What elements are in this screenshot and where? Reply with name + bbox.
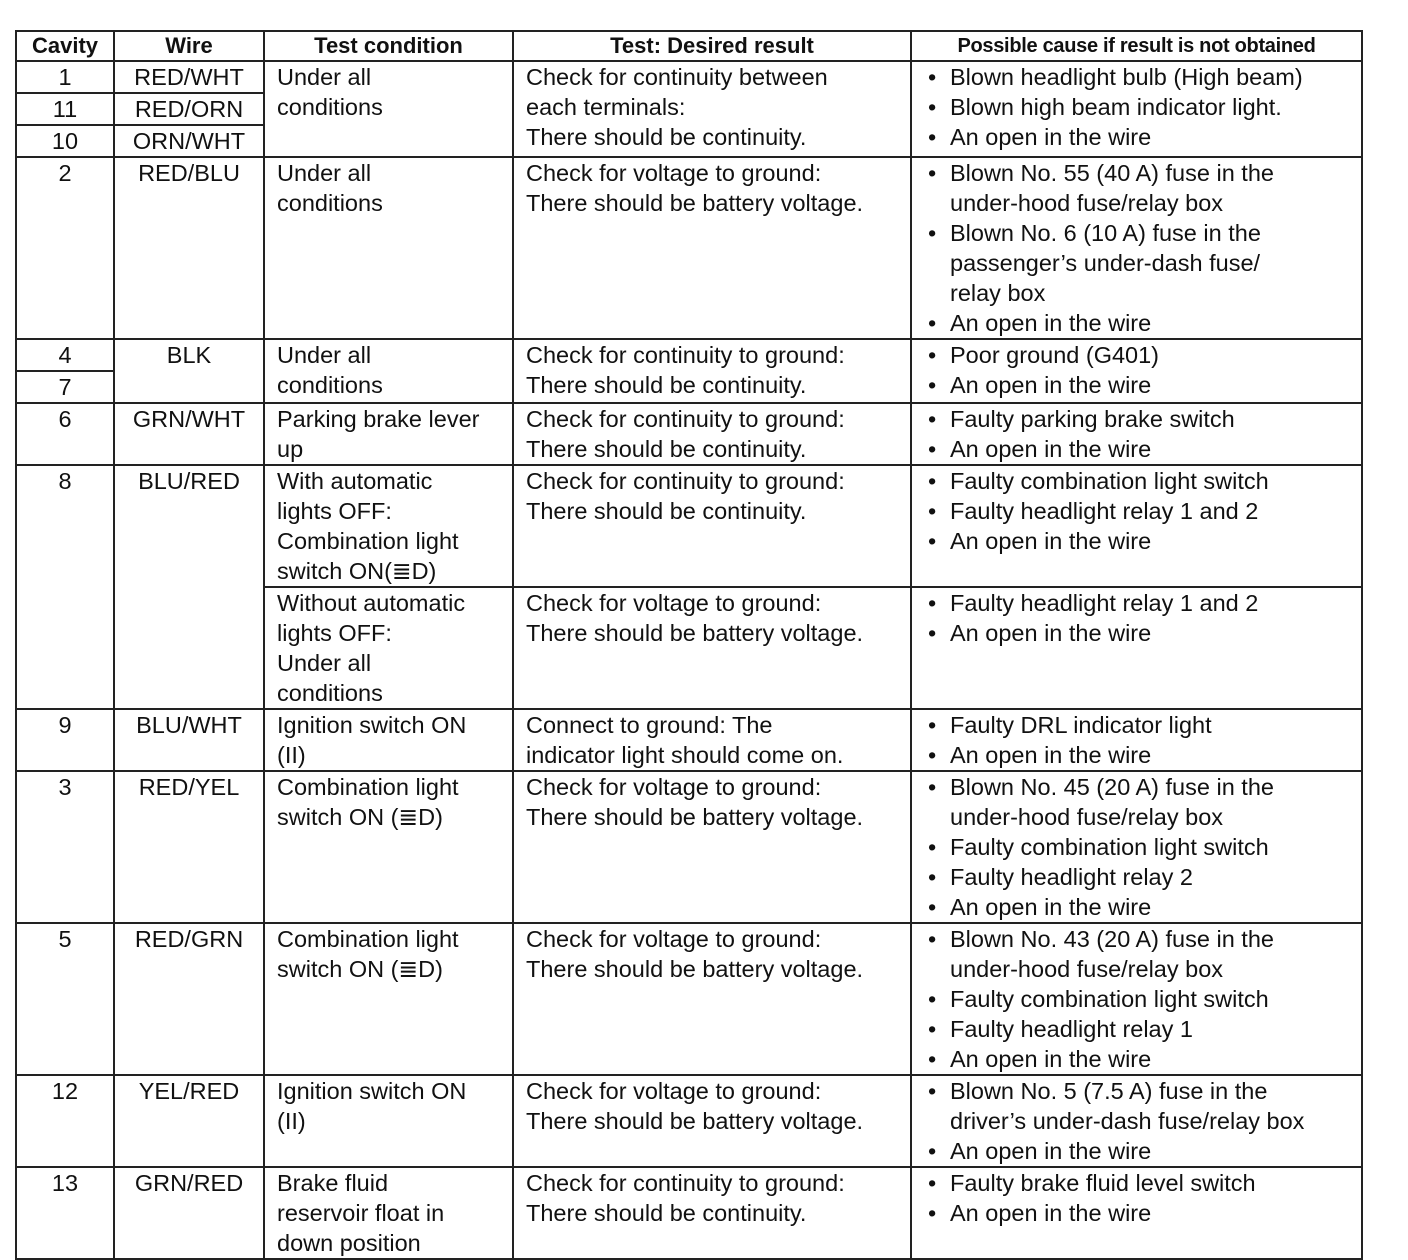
bullet-icon: •: [928, 220, 937, 246]
bullet-icon: •: [928, 94, 937, 120]
table-row: [16, 157, 1362, 339]
condition-line: lights OFF:: [277, 620, 392, 646]
header-wire: Wire: [114, 31, 264, 61]
table-row: [16, 339, 1362, 403]
condition-line: (II): [277, 742, 306, 768]
cause-item: [926, 158, 1359, 218]
bullet-icon: •: [928, 310, 937, 336]
result-line: Check for continuity to ground:: [526, 406, 845, 432]
bullet-icon: •: [928, 468, 937, 494]
condition-line: reservoir float in: [277, 1200, 445, 1226]
cavity-number: 11: [17, 94, 113, 126]
cause-item: [926, 862, 1359, 892]
cause-item: [926, 370, 1359, 400]
condition-line: Ignition switch ON: [277, 1078, 467, 1104]
condition-line: lights OFF:: [277, 498, 392, 524]
test-condition-cell: [264, 923, 513, 1075]
result-line: Check for voltage to ground:: [526, 590, 822, 616]
desired-result-cell: [513, 157, 911, 339]
cavity-cell: [16, 771, 114, 923]
cause-item: [926, 1014, 1359, 1044]
cause-item: [926, 924, 1359, 984]
cause-line: Faulty combination light switch: [950, 468, 1269, 494]
test-condition-cell: [264, 403, 513, 465]
condition-line: conditions: [277, 94, 383, 120]
condition-line: up: [277, 436, 304, 462]
wire-color: RED/ORN: [115, 94, 263, 126]
cause-item: [926, 588, 1359, 618]
test-condition-cell: [264, 157, 513, 339]
possible-cause-cell: [911, 339, 1362, 403]
cause-item: [926, 526, 1359, 556]
condition-line: switch ON (≣D): [277, 804, 443, 830]
cavity-number: 13: [51, 1170, 79, 1196]
possible-cause-cell: [911, 157, 1362, 339]
result-line: indicator light should come on.: [526, 742, 844, 768]
cavity-number: 3: [58, 774, 72, 800]
possible-cause-cell: [911, 465, 1362, 587]
possible-cause-cell: [911, 1167, 1362, 1259]
wire-cell: [114, 771, 264, 923]
test-condition-cell: [264, 339, 513, 403]
cause-line: An open in the wire: [950, 894, 1152, 920]
result-line: Check for continuity to ground:: [526, 468, 845, 494]
condition-line: Combination light: [277, 926, 459, 952]
result-line: Connect to ground: The: [526, 712, 773, 738]
cause-item: [926, 496, 1359, 526]
desired-result-cell: [513, 1075, 911, 1167]
test-condition-cell: [264, 1167, 513, 1259]
cause-line: passenger’s under-dash fuse/: [950, 250, 1261, 276]
result-line: Check for voltage to ground:: [526, 1078, 822, 1104]
connector-test-table: [15, 30, 1363, 1260]
cause-item: [926, 1076, 1359, 1136]
bullet-icon: •: [928, 124, 937, 150]
cavity-number: 6: [58, 406, 72, 432]
cause-item: [926, 892, 1359, 922]
wire-color: GRN/RED: [134, 1170, 244, 1196]
cavity-cell: [16, 157, 114, 339]
cavity-number: 10: [51, 128, 79, 154]
result-line: Check for continuity between: [526, 64, 828, 90]
cause-line: Faulty parking brake switch: [950, 406, 1235, 432]
desired-result-cell: [513, 339, 911, 403]
result-line: Check for continuity to ground:: [526, 1170, 845, 1196]
bullet-icon: •: [928, 498, 937, 524]
bullet-icon: •: [928, 986, 937, 1012]
cavity-number: 7: [58, 374, 72, 400]
cause-item: [926, 1044, 1359, 1074]
bullet-icon: •: [928, 1078, 937, 1104]
condition-line: Under all: [277, 342, 372, 368]
table-body: [16, 61, 1362, 1259]
table-row: [16, 1075, 1362, 1167]
test-condition-cell: [264, 1075, 513, 1167]
test-condition-cell: [264, 587, 513, 709]
condition-line: Ignition switch ON: [277, 712, 467, 738]
cause-item: [926, 1136, 1359, 1166]
cause-line: under-hood fuse/relay box: [950, 190, 1224, 216]
desired-result-cell: [513, 771, 911, 923]
cause-line: driver’s under-dash fuse/relay box: [950, 1108, 1305, 1134]
cause-item: [926, 62, 1359, 92]
condition-line: switch ON(≣D): [277, 558, 437, 584]
cause-line: Faulty headlight relay 1: [950, 1016, 1193, 1042]
bullet-icon: •: [928, 894, 937, 920]
cause-line: An open in the wire: [950, 310, 1152, 336]
cause-item: [926, 404, 1359, 434]
cause-line: Poor ground (G401): [950, 342, 1160, 368]
wire-cell: [114, 1167, 264, 1259]
bullet-icon: •: [928, 926, 937, 952]
result-line: There should be continuity.: [526, 498, 807, 524]
cavity-cell: [16, 923, 114, 1075]
cause-line: Faulty DRL indicator light: [950, 712, 1212, 738]
wire-color: BLU/RED: [138, 468, 240, 494]
cause-line: Faulty headlight relay 2: [950, 864, 1193, 890]
wire-cell: [114, 1075, 264, 1167]
cavity-cell: [16, 1167, 114, 1259]
cause-line: Faulty combination light switch: [950, 834, 1269, 860]
possible-cause-cell: [911, 709, 1362, 771]
condition-line: conditions: [277, 680, 383, 706]
bullet-icon: •: [928, 834, 937, 860]
cause-item: [926, 340, 1359, 370]
test-condition-cell: [264, 61, 513, 157]
bullet-icon: •: [928, 1170, 937, 1196]
result-line: each terminals:: [526, 94, 686, 120]
result-line: There should be battery voltage.: [526, 956, 864, 982]
cause-item: [926, 1168, 1359, 1198]
wire-cell: [114, 709, 264, 771]
cavity-cell: [16, 709, 114, 771]
cause-item: [926, 466, 1359, 496]
cause-item: [926, 832, 1359, 862]
bullet-icon: •: [928, 774, 937, 800]
condition-line: With automatic: [277, 468, 433, 494]
possible-cause-cell: [911, 61, 1362, 157]
result-line: Check for continuity to ground:: [526, 342, 845, 368]
condition-line: Without automatic: [277, 590, 466, 616]
condition-line: Under all: [277, 160, 372, 186]
bullet-icon: •: [928, 1138, 937, 1164]
possible-cause-cell: [911, 923, 1362, 1075]
cause-line: Blown high beam indicator light.: [950, 94, 1282, 120]
test-condition-cell: [264, 709, 513, 771]
cavity-cell: [16, 339, 114, 403]
bullet-icon: •: [928, 436, 937, 462]
header-row: [16, 31, 1362, 61]
bullet-icon: •: [928, 160, 937, 186]
cause-line: An open in the wire: [950, 436, 1152, 462]
result-line: Check for voltage to ground:: [526, 160, 822, 186]
result-line: There should be battery voltage.: [526, 190, 864, 216]
condition-line: down position: [277, 1230, 421, 1256]
condition-line: conditions: [277, 372, 383, 398]
header-cavity: Cavity: [16, 31, 114, 61]
bullet-icon: •: [928, 406, 937, 432]
desired-result-cell: [513, 587, 911, 709]
desired-result-cell: [513, 465, 911, 587]
condition-line: Combination light: [277, 774, 459, 800]
wire-color: GRN/WHT: [132, 406, 246, 432]
cause-line: An open in the wire: [950, 1200, 1152, 1226]
cavity-number: 12: [51, 1078, 79, 1104]
wire-cell: [114, 465, 264, 709]
cause-line: Blown headlight bulb (High beam): [950, 64, 1303, 90]
bullet-icon: •: [928, 1046, 937, 1072]
cause-item: [926, 984, 1359, 1014]
possible-cause-cell: [911, 587, 1362, 709]
wire-color: ORN/WHT: [132, 128, 246, 154]
cause-line: Blown No. 5 (7.5 A) fuse in the: [950, 1078, 1268, 1104]
wire-cell: [114, 403, 264, 465]
table-row: [16, 403, 1362, 465]
condition-line: Parking brake lever: [277, 406, 480, 432]
cavity-number: 9: [58, 712, 72, 738]
condition-line: Under all: [277, 64, 372, 90]
result-line: There should be battery voltage.: [526, 620, 864, 646]
cause-line: Faulty headlight relay 1 and 2: [950, 590, 1259, 616]
bullet-icon: •: [928, 590, 937, 616]
cause-item: [926, 740, 1359, 770]
cause-line: Blown No. 43 (20 A) fuse in the: [950, 926, 1274, 952]
possible-cause-cell: [911, 403, 1362, 465]
cavity-cell: [16, 465, 114, 709]
bullet-icon: •: [928, 742, 937, 768]
bullet-icon: •: [928, 864, 937, 890]
table-row: [16, 771, 1362, 923]
table-row: [16, 61, 1362, 157]
cause-item: [926, 772, 1359, 832]
table-row: [16, 923, 1362, 1075]
desired-result-cell: [513, 61, 911, 157]
result-line: There should be battery voltage.: [526, 804, 864, 830]
cause-item: [926, 308, 1359, 338]
cavity-number: 8: [58, 468, 72, 494]
table-row: [16, 1167, 1362, 1259]
possible-cause-cell: [911, 1075, 1362, 1167]
cavity-cell: [16, 1075, 114, 1167]
header-desired-result: Test: Desired result: [513, 31, 911, 61]
desired-result-cell: [513, 709, 911, 771]
cavity-number: 2: [58, 160, 72, 186]
result-line: There should be continuity.: [526, 1200, 807, 1226]
cause-line: relay box: [950, 280, 1046, 306]
condition-line: (II): [277, 1108, 306, 1134]
cause-item: [926, 122, 1359, 152]
cause-line: An open in the wire: [950, 124, 1152, 150]
test-condition-cell: [264, 465, 513, 587]
bullet-icon: •: [928, 620, 937, 646]
cause-item: [926, 1198, 1359, 1228]
cavity-cell: [16, 61, 114, 157]
wire-cell: [114, 157, 264, 339]
cause-line: An open in the wire: [950, 1046, 1152, 1072]
bullet-icon: •: [928, 64, 937, 90]
bullet-icon: •: [928, 528, 937, 554]
desired-result-cell: [513, 403, 911, 465]
result-line: There should be continuity.: [526, 124, 807, 150]
header-test-condition: Test condition: [264, 31, 513, 61]
cause-line: under-hood fuse/relay box: [950, 956, 1224, 982]
wire-color: RED/BLU: [138, 160, 240, 186]
cavity-number: 5: [58, 926, 72, 952]
result-line: Check for voltage to ground:: [526, 926, 822, 952]
condition-line: conditions: [277, 190, 383, 216]
wire-cell: [114, 61, 264, 157]
desired-result-cell: [513, 1167, 911, 1259]
cause-line: An open in the wire: [950, 528, 1152, 554]
cause-item: [926, 710, 1359, 740]
cause-item: [926, 618, 1359, 648]
bullet-icon: •: [928, 1200, 937, 1226]
bullet-icon: •: [928, 712, 937, 738]
cause-line: under-hood fuse/relay box: [950, 804, 1224, 830]
bullet-icon: •: [928, 1016, 937, 1042]
cause-line: Faulty brake fluid level switch: [950, 1170, 1256, 1196]
test-condition-cell: [264, 771, 513, 923]
wire-color: BLK: [166, 342, 212, 368]
result-line: There should be continuity.: [526, 436, 807, 462]
wire-cell: [114, 923, 264, 1075]
table-row: [16, 709, 1362, 771]
wire-cell: [114, 339, 264, 403]
condition-line: switch ON (≣D): [277, 956, 443, 982]
condition-line: Brake fluid: [277, 1170, 389, 1196]
possible-cause-cell: [911, 771, 1362, 923]
header-possible-cause: Possible cause if result is not obtained: [911, 31, 1362, 61]
result-line: There should be battery voltage.: [526, 1108, 864, 1134]
condition-line: Combination light: [277, 528, 459, 554]
cavity-cell: [16, 403, 114, 465]
cause-line: Blown No. 6 (10 A) fuse in the: [950, 220, 1261, 246]
wire-color: BLU/WHT: [136, 712, 242, 738]
wire-color: RED/WHT: [115, 62, 263, 94]
wire-color: RED/YEL: [138, 774, 240, 800]
wire-color: YEL/RED: [138, 1078, 240, 1104]
cause-item: [926, 218, 1359, 308]
cause-item: [926, 92, 1359, 122]
cause-item: [926, 434, 1359, 464]
cause-line: Blown No. 45 (20 A) fuse in the: [950, 774, 1274, 800]
cause-line: Faulty combination light switch: [950, 986, 1269, 1012]
wire-color: RED/GRN: [134, 926, 244, 952]
cavity-number: 1: [17, 62, 113, 94]
cause-line: An open in the wire: [950, 620, 1152, 646]
result-line: Check for voltage to ground:: [526, 774, 822, 800]
cause-line: Blown No. 55 (40 A) fuse in the: [950, 160, 1274, 186]
condition-line: Under all: [277, 650, 372, 676]
cavity-number: 4: [17, 340, 113, 372]
cause-line: An open in the wire: [950, 1138, 1152, 1164]
cause-line: An open in the wire: [950, 372, 1152, 398]
table-row: [16, 465, 1362, 587]
cause-line: Faulty headlight relay 1 and 2: [950, 498, 1259, 524]
bullet-icon: •: [928, 372, 937, 398]
bullet-icon: •: [928, 342, 937, 368]
cause-line: An open in the wire: [950, 742, 1152, 768]
desired-result-cell: [513, 923, 911, 1075]
result-line: There should be continuity.: [526, 372, 807, 398]
